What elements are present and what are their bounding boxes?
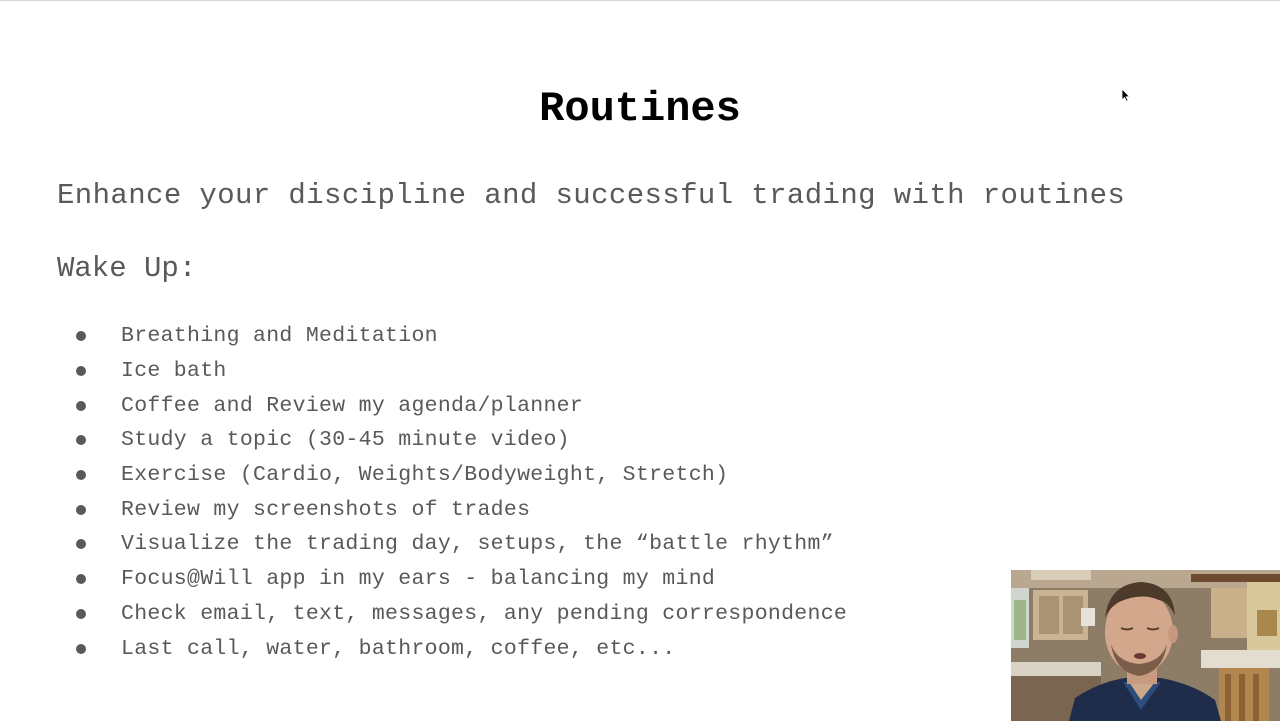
mouse-pointer-icon [1121, 88, 1131, 102]
list-item [72, 631, 847, 666]
slide-title: Routines [539, 85, 741, 133]
list-item [72, 492, 847, 527]
list-item [72, 388, 847, 423]
list-item [72, 319, 847, 354]
bullet-icon [76, 574, 86, 584]
bullet-icon [76, 609, 86, 619]
list-item [72, 458, 847, 493]
list-item-text: Review my screenshots of trades [121, 497, 531, 522]
list-item-text: Check email, text, messages, any pending correspondence [121, 601, 848, 626]
bullet-icon [76, 470, 86, 480]
bullet-icon [76, 401, 86, 411]
list-item [72, 354, 847, 389]
list-item [72, 527, 847, 562]
list-item-text: Breathing and Meditation [121, 324, 438, 349]
slide-subtitle: Enhance your discipline and successful trading with routines [57, 179, 1126, 212]
bullet-icon [76, 505, 86, 515]
list-item-text: Focus@Will app in my ears - balancing my mind [121, 567, 716, 592]
section-heading: Wake Up: [57, 252, 197, 285]
bullet-icon [76, 331, 86, 341]
list-item-text: Ice bath [121, 359, 227, 384]
list-item-text: Study a topic (30-45 minute video) [121, 428, 570, 453]
list-item [72, 597, 847, 632]
list-item-text: Exercise (Cardio, Weights/Bodyweight, Stretch) [121, 463, 729, 488]
webcam-person-image [1011, 570, 1280, 721]
list-item-text: Last call, water, bathroom, coffee, etc... [121, 636, 676, 661]
list-item [72, 423, 847, 458]
webcam-video [1011, 570, 1280, 721]
routine-list [72, 319, 847, 666]
bullet-icon [76, 435, 86, 445]
list-item-text: Visualize the trading day, setups, the “battle rhythm” [121, 532, 834, 557]
bullet-icon [76, 366, 86, 376]
list-item-text: Coffee and Review my agenda/planner [121, 393, 584, 418]
bullet-icon [76, 539, 86, 549]
list-item [72, 562, 847, 597]
bullet-icon [76, 644, 86, 654]
